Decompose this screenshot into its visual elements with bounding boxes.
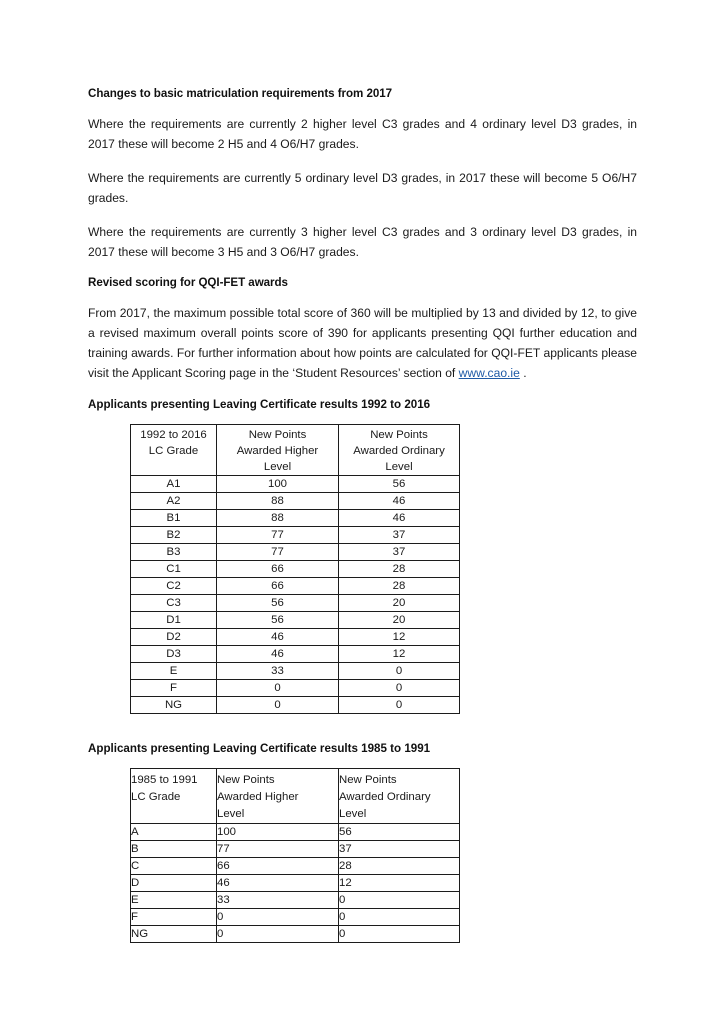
header-line: New Points	[248, 429, 307, 441]
header-cell-ordinary-level	[339, 769, 460, 824]
cell-higher: 56	[217, 612, 339, 629]
table-row	[131, 493, 460, 510]
paragraph-matriculation-2: Where the requirements are currently 5 ordinary level D3 grades, in 2017 these will become 5 O6/H7 grades.	[88, 171, 637, 205]
header-line: Awarded Ordinary	[353, 445, 445, 457]
table-heading-1985-1991: Applicants presenting Leaving Certificate results 1985 to 1991	[88, 742, 431, 755]
paragraph-qqi-fet-text-before-link: From 2017, the maximum possible total score of 360 will be multiplied by 13 and divided by 12, to give a revised maximum overall points score of 390 for applicants presenting QQI further education and training awards. For further information about how points are calculated for QQI-FET applicants please visit the Applicant Scoring page in the ‘Student Resources’ section of	[88, 306, 637, 380]
header-line: Level	[385, 461, 413, 473]
header-line: New Points	[217, 774, 275, 786]
table-row	[131, 561, 460, 578]
cell-ordinary: 37	[339, 841, 460, 858]
table-header-row	[131, 769, 460, 824]
table-row	[131, 926, 460, 943]
cell-higher: 77	[217, 841, 339, 858]
cell-ordinary: 12	[339, 875, 460, 892]
cell-ordinary: 0	[339, 926, 460, 943]
table-header-row	[131, 425, 460, 476]
document-body	[88, 86, 637, 943]
cell-higher: 0	[217, 909, 339, 926]
cell-ordinary: 46	[339, 510, 460, 527]
table-heading-1992-2016: Applicants presenting Leaving Certificate results 1992 to 2016	[88, 398, 431, 411]
cell-grade: B	[131, 841, 217, 858]
table-row	[131, 841, 460, 858]
cell-grade: E	[131, 892, 217, 909]
cell-ordinary: 37	[339, 527, 460, 544]
cell-higher: 88	[217, 493, 339, 510]
header-line: Awarded Higher	[217, 791, 299, 803]
cell-higher: 46	[217, 646, 339, 663]
paragraph-qqi-fet-scoring	[88, 303, 637, 383]
table-row	[131, 875, 460, 892]
table-row	[131, 824, 460, 841]
cell-higher: 0	[217, 926, 339, 943]
cell-ordinary: 12	[339, 646, 460, 663]
cell-higher: 33	[217, 663, 339, 680]
cell-grade: B1	[131, 510, 217, 527]
table-row	[131, 680, 460, 697]
header-line: New Points	[370, 429, 428, 441]
cell-grade: F	[131, 680, 217, 697]
cell-ordinary: 28	[339, 858, 460, 875]
cao-website-link[interactable]: www.cao.ie	[458, 366, 520, 380]
cell-grade: NG	[131, 697, 217, 714]
header-line: Level	[217, 808, 245, 820]
cell-higher: 88	[217, 510, 339, 527]
cell-grade: A	[131, 824, 217, 841]
cell-higher: 66	[217, 561, 339, 578]
table-row	[131, 476, 460, 493]
header-line: Awarded Higher	[236, 445, 319, 457]
cell-grade: B3	[131, 544, 217, 561]
cell-higher: 77	[217, 544, 339, 561]
cell-higher: 100	[217, 824, 339, 841]
cell-higher: 56	[217, 595, 339, 612]
cell-grade: D	[131, 875, 217, 892]
cell-ordinary: 37	[339, 544, 460, 561]
cell-higher: 33	[217, 892, 339, 909]
cell-grade: E	[131, 663, 217, 680]
cell-ordinary: 56	[339, 824, 460, 841]
header-line: LC Grade	[131, 791, 181, 803]
section-heading-qqi-fet: Revised scoring for QQI-FET awards	[88, 276, 288, 289]
header-line: 1985 to 1991	[131, 774, 198, 786]
cell-ordinary: 0	[339, 680, 460, 697]
header-cell-higher-level	[217, 769, 339, 824]
cell-higher: 0	[217, 697, 339, 714]
cell-higher: 66	[217, 858, 339, 875]
cell-higher: 66	[217, 578, 339, 595]
table-row	[131, 646, 460, 663]
cell-ordinary: 28	[339, 561, 460, 578]
table-row	[131, 612, 460, 629]
header-cell-ordinary-level	[339, 425, 460, 476]
table-row	[131, 909, 460, 926]
header-line: Level	[339, 808, 367, 820]
cell-grade: A1	[131, 476, 217, 493]
cell-higher: 46	[217, 629, 339, 646]
cell-higher: 46	[217, 875, 339, 892]
cell-ordinary: 0	[339, 663, 460, 680]
cell-grade: A2	[131, 493, 217, 510]
points-table-1992-2016	[130, 424, 460, 714]
table-row	[131, 629, 460, 646]
table-row	[131, 663, 460, 680]
cell-ordinary: 20	[339, 612, 460, 629]
cell-ordinary: 12	[339, 629, 460, 646]
table-row	[131, 697, 460, 714]
header-line: New Points	[339, 774, 397, 786]
table-row	[131, 858, 460, 875]
paragraph-matriculation-1: Where the requirements are currently 2 higher level C3 grades and 4 ordinary level D3 grades, in 2017 these will become 2 H5 and 4 O6/H7 grades.	[88, 117, 637, 151]
cell-ordinary: 46	[339, 493, 460, 510]
cell-higher: 0	[217, 680, 339, 697]
cell-grade: C2	[131, 578, 217, 595]
cell-grade: D2	[131, 629, 217, 646]
cell-grade: F	[131, 909, 217, 926]
cell-grade: C3	[131, 595, 217, 612]
cell-grade: C1	[131, 561, 217, 578]
section-heading-matriculation: Changes to basic matriculation requirements from 2017	[88, 87, 393, 100]
header-cell-lc-grade	[131, 769, 217, 824]
cell-ordinary: 0	[339, 909, 460, 926]
table-row	[131, 510, 460, 527]
table-row	[131, 544, 460, 561]
header-line: LC Grade	[148, 445, 199, 457]
table-row	[131, 595, 460, 612]
table-row	[131, 578, 460, 595]
cell-higher: 77	[217, 527, 339, 544]
paragraph-qqi-fet-text-after-link: .	[519, 366, 527, 380]
cell-higher: 100	[217, 476, 339, 493]
header-cell-higher-level	[217, 425, 339, 476]
cell-ordinary: 0	[339, 697, 460, 714]
header-cell-lc-grade	[131, 425, 217, 476]
table-row	[131, 892, 460, 909]
cell-grade: NG	[131, 926, 217, 943]
cell-ordinary: 0	[339, 892, 460, 909]
header-line: Awarded Ordinary	[339, 791, 431, 803]
header-line: 1992 to 2016	[140, 429, 207, 441]
cell-grade: D3	[131, 646, 217, 663]
cell-ordinary: 28	[339, 578, 460, 595]
cell-grade: D1	[131, 612, 217, 629]
cell-ordinary: 56	[339, 476, 460, 493]
header-line: Level	[263, 461, 292, 473]
table-row	[131, 527, 460, 544]
cell-ordinary: 20	[339, 595, 460, 612]
cell-grade: C	[131, 858, 217, 875]
points-table-1985-1991	[130, 768, 460, 943]
cell-grade: B2	[131, 527, 217, 544]
paragraph-matriculation-3: Where the requirements are currently 3 higher level C3 grades and 3 ordinary level D3 grades, in 2017 these will become 3 H5 and 3 O6/H7 grades.	[88, 225, 637, 259]
vertical-gap	[88, 714, 637, 741]
